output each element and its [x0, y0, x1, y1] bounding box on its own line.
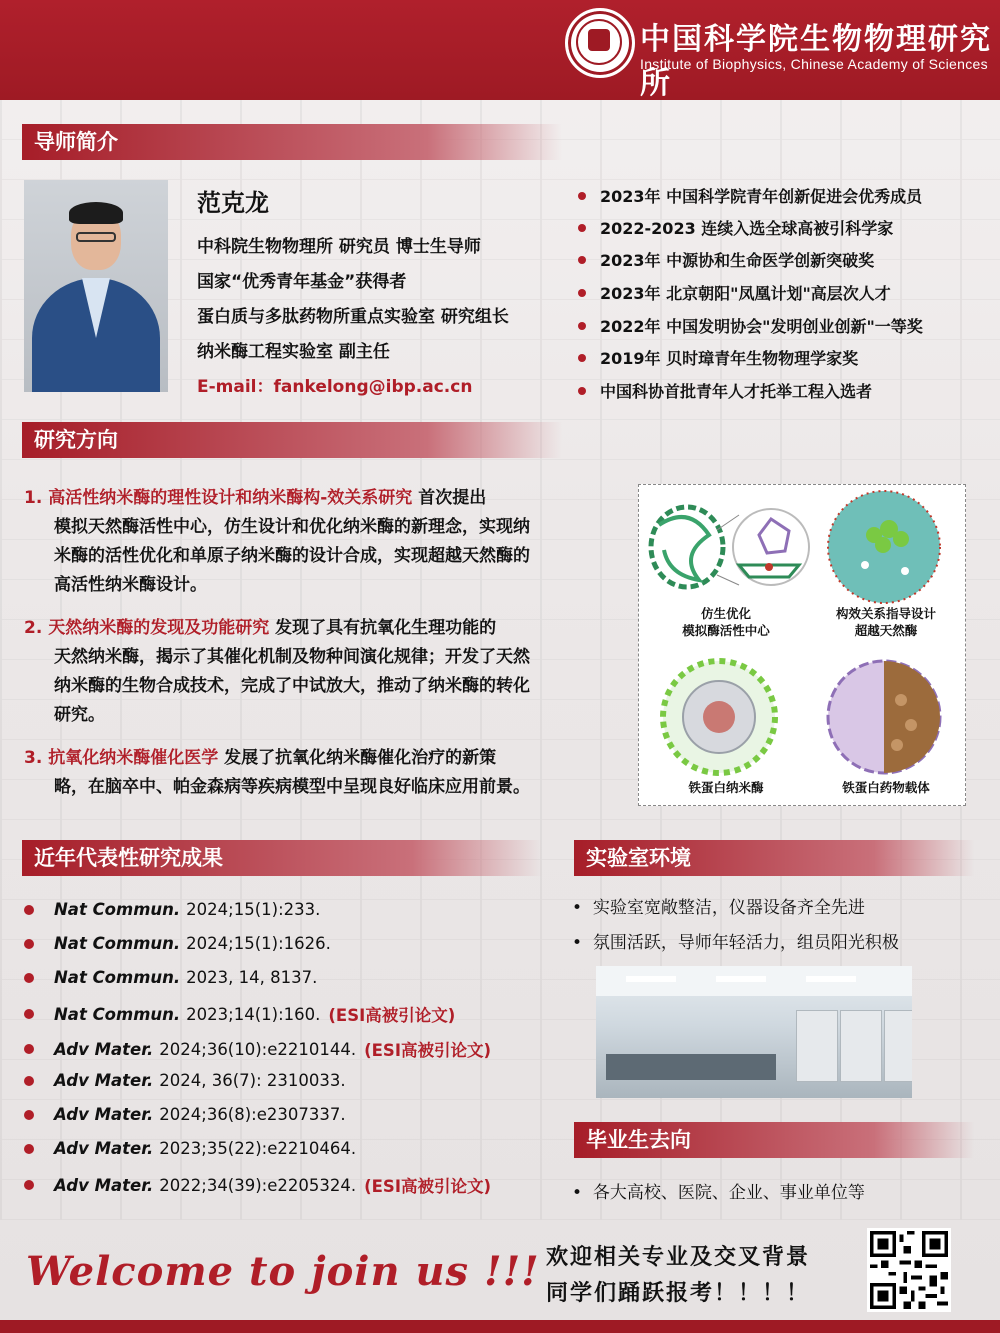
- research-item: 1. 高活性纳米酶的理性设计和纳米酶构-效关系研究 首次提出 模拟天然酶活性中心，仿生设计和优化纳米酶的新理念，实现纳 米酶的活性优化和单原子纳米酶的设计合成，实现超越天然酶的 高活性纳米酶设计。: [24, 488, 530, 595]
- section-title-intro: 导师简介: [22, 124, 562, 160]
- bullet-icon: [24, 973, 34, 983]
- footer-bar: [0, 1320, 1000, 1333]
- nanoparticle-illustration: [828, 491, 940, 603]
- profile-line: 纳米酶工程实验室 副主任: [197, 342, 390, 362]
- esi-badge: (ESI高被引论文): [328, 1006, 456, 1025]
- bullet-icon: [578, 256, 586, 264]
- publication-item: Adv Mater. 2024;36(10):e2210144. (ESI高被引论文): [24, 1037, 491, 1061]
- bullet-icon: [24, 1110, 34, 1120]
- advisor-name: 范克龙: [197, 189, 269, 217]
- publication-item: Adv Mater. 2022;34(39):e2205324. (ESI高被引论文): [24, 1173, 491, 1197]
- award-item: 2023年 中国科学院青年创新促进会优秀成员: [578, 184, 922, 207]
- figure-caption: 铁蛋白纳米酶: [688, 780, 764, 795]
- lab-item: • 实验室宽敞整洁，仪器设备齐全先进: [572, 898, 865, 918]
- profile-line: 国家“优秀青年基金”获得者: [197, 272, 407, 292]
- bullet-icon: [24, 1144, 34, 1154]
- section-title-lab: 实验室环境: [574, 840, 974, 876]
- ferritin-nanozyme-illustration: [663, 661, 775, 773]
- section-title-publications: 近年代表性研究成果: [22, 840, 542, 876]
- lab-photo: [596, 966, 912, 1098]
- lab-item: • 氛围活跃，导师年轻活力，组员阳光积极: [572, 933, 899, 953]
- bullet-icon: [24, 1044, 34, 1054]
- graduate-item: • 各大高校、医院、企业、事业单位等: [572, 1183, 865, 1203]
- bullet-icon: [578, 289, 586, 297]
- award-item: 2022-2023 连续入选全球高被引科学家: [578, 216, 893, 239]
- award-item: 2023年 中源协和生命医学创新突破奖: [578, 248, 874, 271]
- advisor-photo: [24, 180, 168, 392]
- publication-item: Nat Commun. 2023;14(1):160. (ESI高被引论文): [24, 1002, 455, 1026]
- bullet-icon: [24, 939, 34, 949]
- publication-item: Nat Commun. 2023, 14, 8137.: [24, 968, 317, 987]
- enzyme-protein-illustration: [651, 507, 809, 587]
- figure-illustrations: [639, 485, 965, 805]
- award-item: 2022年 中国发明协会"发明创业创新"一等奖: [578, 314, 923, 337]
- publication-item: Nat Commun. 2024;15(1):233.: [24, 900, 320, 919]
- welcome-text-cn: 欢迎相关专业及交叉背景: [546, 1244, 811, 1270]
- bullet-icon: [24, 1076, 34, 1086]
- email-link[interactable]: E-mail：fankelong@ibp.ac.cn: [197, 377, 473, 397]
- section-title-graduates: 毕业生去向: [574, 1122, 974, 1158]
- publication-item: Nat Commun. 2024;15(1):1626.: [24, 934, 331, 953]
- institute-name-en: Institute of Biophysics, Chinese Academy of Sciences: [640, 56, 988, 72]
- ferritin-drug-carrier-illustration: [828, 661, 940, 773]
- research-item: 3. 抗氧化纳米酶催化医学 发展了抗氧化纳米酶催化治疗的新策 略，在脑卒中、帕金森病等疾病模型中呈现良好临床应用前景。: [24, 748, 530, 797]
- institute-seal-logo: [565, 8, 635, 78]
- research-figure: [638, 484, 966, 806]
- publication-item: Adv Mater. 2024;36(8):e2307337.: [24, 1105, 346, 1124]
- bullet-icon: [578, 387, 586, 395]
- bullet-icon: [24, 1180, 34, 1190]
- research-title: 抗氧化纳米酶催化医学: [48, 748, 219, 768]
- figure-caption: 构效关系指导设计 超越天然酶: [835, 606, 936, 638]
- esi-badge: (ESI高被引论文): [364, 1177, 492, 1196]
- research-title: 天然纳米酶的发现及功能研究: [48, 618, 270, 638]
- welcome-text-cn: 同学们踊跃报考！！！！: [546, 1280, 811, 1306]
- figure-caption: 仿生优化 模拟酶活性中心: [682, 606, 770, 638]
- header-banner: [0, 0, 1000, 100]
- research-title: 高活性纳米酶的理性设计和纳米酶构-效关系研究: [48, 488, 413, 508]
- profile-line: 中科院生物物理所 研究员 博士生导师: [197, 237, 481, 257]
- award-item: 2023年 北京朝阳"凤凰计划"高层次人才: [578, 281, 891, 304]
- award-item: 2019年 贝时璋青年生物物理学家奖: [578, 346, 858, 369]
- award-item: 中国科协首批青年人才托举工程入选者: [578, 379, 872, 402]
- figure-caption: 铁蛋白药物载体: [842, 780, 930, 795]
- bullet-icon: [578, 224, 586, 232]
- welcome-slogan: Welcome to join us !!!: [26, 1248, 540, 1295]
- publication-item: Adv Mater. 2024, 36(7): 2310033.: [24, 1071, 346, 1090]
- bullet-icon: [24, 1009, 34, 1019]
- bullet-icon: [578, 354, 586, 362]
- section-title-research: 研究方向: [22, 422, 562, 458]
- qr-code-icon[interactable]: [867, 1228, 951, 1312]
- institute-name-cn: 中国科学院生物物理研究所: [640, 22, 992, 101]
- esi-badge: (ESI高被引论文): [364, 1041, 492, 1060]
- bullet-icon: [578, 192, 586, 200]
- publication-item: Adv Mater. 2023;35(22):e2210464.: [24, 1139, 356, 1158]
- profile-line: 蛋白质与多肽药物所重点实验室 研究组长: [197, 307, 509, 327]
- research-item: 2. 天然纳米酶的发现及功能研究 发现了具有抗氧化生理功能的 天然纳米酶，揭示了其催化机制及物种间演化规律；开发了天然 纳米酶的生物合成技术，完成了中试放大，推动了纳米酶的转化 研究。: [24, 618, 530, 725]
- bullet-icon: [578, 322, 586, 330]
- bullet-icon: [24, 905, 34, 915]
